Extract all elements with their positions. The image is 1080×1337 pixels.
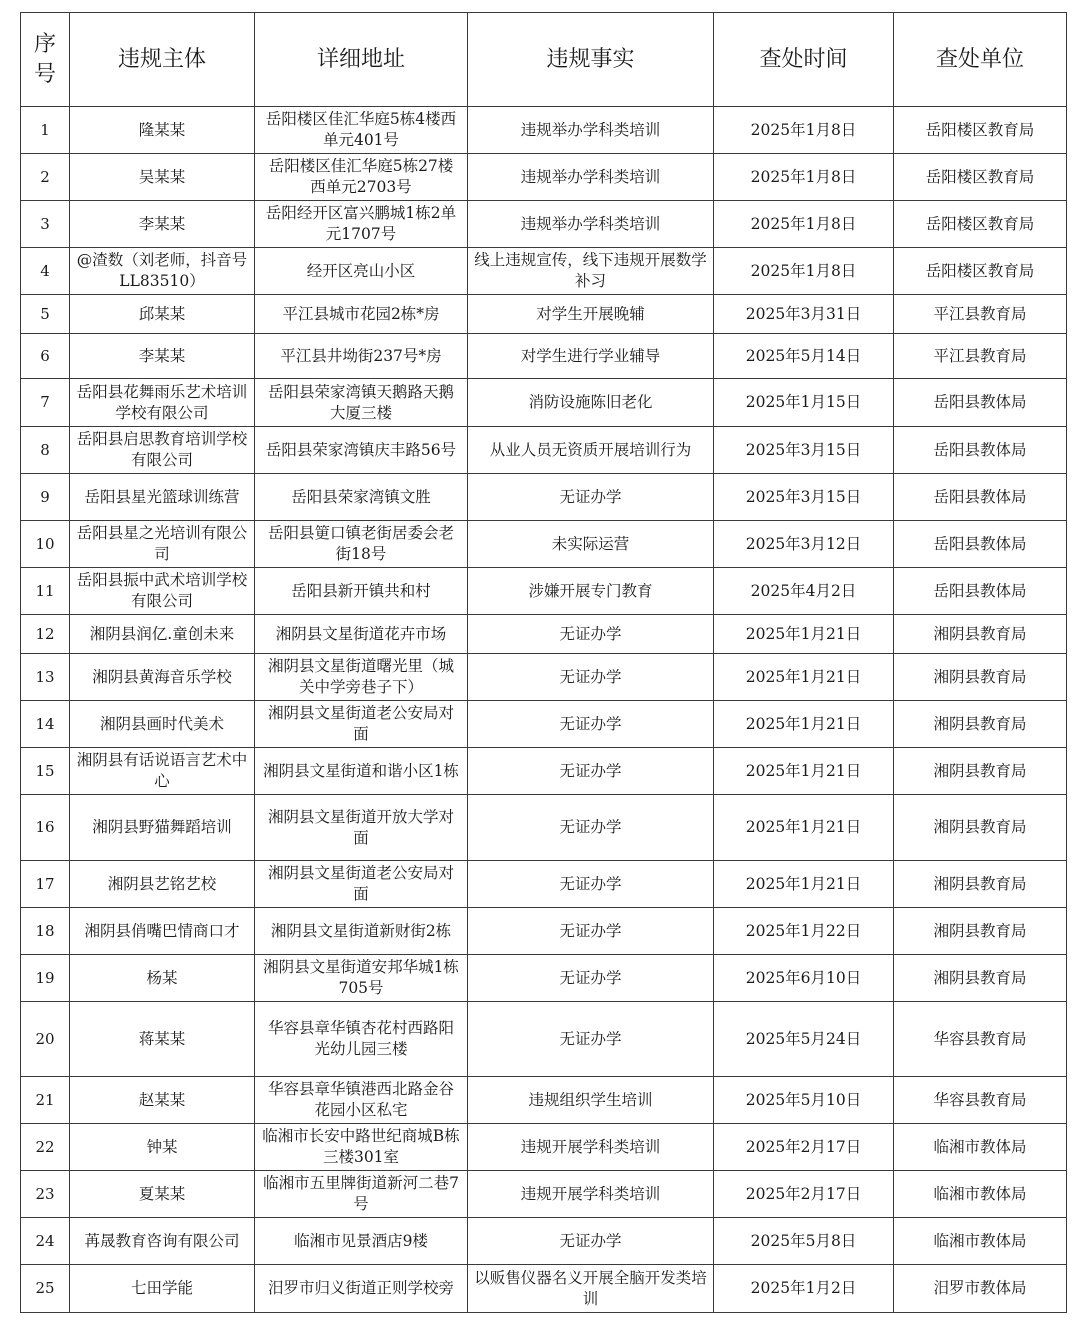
- seq-cell: 12: [21, 615, 70, 654]
- unit-cell: 岳阳楼区教育局: [894, 154, 1067, 201]
- unit-cell: 岳阳楼区教育局: [894, 201, 1067, 248]
- time-cell: 2025年5月8日: [714, 1218, 894, 1265]
- seq-cell: 15: [21, 748, 70, 795]
- table-row: [21, 474, 1067, 521]
- subject-cell: 岳阳县振中武术培训学校有限公司: [70, 568, 255, 615]
- seq-cell: 5: [21, 295, 70, 334]
- seq-cell: 8: [21, 427, 70, 474]
- seq-cell: 9: [21, 474, 70, 521]
- fact-cell: 违规举办学科类培训: [468, 154, 714, 201]
- fact-cell: 无证办学: [468, 795, 714, 861]
- subject-cell: 岳阳县启思教育培训学校有限公司: [70, 427, 255, 474]
- subject-cell: 湘阴县画时代美术: [70, 701, 255, 748]
- table-row: [21, 654, 1067, 701]
- subject-cell: 隆某某: [70, 107, 255, 154]
- fact-cell: 无证办学: [468, 748, 714, 795]
- fact-cell: 违规举办学科类培训: [468, 107, 714, 154]
- time-cell: 2025年1月15日: [714, 379, 894, 427]
- subject-cell: 邱某某: [70, 295, 255, 334]
- fact-cell: 无证办学: [468, 615, 714, 654]
- subject-cell: 岳阳县星之光培训有限公司: [70, 521, 255, 568]
- seq-cell: 16: [21, 795, 70, 861]
- fact-cell: 无证办学: [468, 654, 714, 701]
- header-fact: 违规事实: [468, 13, 714, 107]
- table-row: [21, 955, 1067, 1002]
- address-cell: 岳阳县荣家湾镇天鹅路天鹅大厦三楼: [255, 379, 468, 427]
- seq-cell: 25: [21, 1265, 70, 1313]
- unit-cell: 湘阴县教育局: [894, 795, 1067, 861]
- unit-cell: 华容县教育局: [894, 1077, 1067, 1124]
- table-row: [21, 795, 1067, 861]
- seq-cell: 14: [21, 701, 70, 748]
- time-cell: 2025年3月12日: [714, 521, 894, 568]
- subject-cell: 吴某某: [70, 154, 255, 201]
- seq-cell: 2: [21, 154, 70, 201]
- unit-cell: 湘阴县教育局: [894, 861, 1067, 908]
- seq-cell: 24: [21, 1218, 70, 1265]
- subject-cell: 湘阴县艺铭艺校: [70, 861, 255, 908]
- unit-cell: 华容县教育局: [894, 1002, 1067, 1077]
- table-row: [21, 107, 1067, 154]
- table-row: [21, 615, 1067, 654]
- seq-cell: 6: [21, 334, 70, 379]
- seq-cell: 1: [21, 107, 70, 154]
- address-cell: 临湘市见景酒店9楼: [255, 1218, 468, 1265]
- subject-cell: 岳阳县星光篮球训练营: [70, 474, 255, 521]
- fact-cell: 无证办学: [468, 701, 714, 748]
- unit-cell: 岳阳县教体局: [894, 474, 1067, 521]
- subject-cell: 湘阴县黄海音乐学校: [70, 654, 255, 701]
- subject-cell: 七田学能: [70, 1265, 255, 1313]
- address-cell: 湘阴县文星街道老公安局对面: [255, 701, 468, 748]
- unit-cell: 湘阴县教育局: [894, 908, 1067, 955]
- fact-cell: 无证办学: [468, 1218, 714, 1265]
- table-row: [21, 295, 1067, 334]
- unit-cell: 岳阳楼区教育局: [894, 248, 1067, 295]
- fact-cell: 违规组织学生培训: [468, 1077, 714, 1124]
- time-cell: 2025年1月22日: [714, 908, 894, 955]
- header-subject: 违规主体: [70, 13, 255, 107]
- header-seq: 序号: [21, 13, 70, 107]
- table-row: [21, 427, 1067, 474]
- table-row: [21, 908, 1067, 955]
- address-cell: 岳阳经开区富兴鹏城1栋2单元1707号: [255, 201, 468, 248]
- subject-cell: @渣数（刘老师，抖音号LL83510）: [70, 248, 255, 295]
- fact-cell: 无证办学: [468, 474, 714, 521]
- unit-cell: 岳阳县教体局: [894, 568, 1067, 615]
- time-cell: 2025年2月17日: [714, 1171, 894, 1218]
- subject-cell: 湘阴县野猫舞蹈培训: [70, 795, 255, 861]
- seq-cell: 23: [21, 1171, 70, 1218]
- time-cell: 2025年2月17日: [714, 1124, 894, 1171]
- address-cell: 华容县章华镇杏花村西路阳光幼儿园三楼: [255, 1002, 468, 1077]
- seq-cell: 3: [21, 201, 70, 248]
- table-row: [21, 379, 1067, 427]
- table-row: [21, 748, 1067, 795]
- table-row: [21, 1218, 1067, 1265]
- address-cell: 湘阴县文星街道和谐小区1栋: [255, 748, 468, 795]
- address-cell: 岳阳县新开镇共和村: [255, 568, 468, 615]
- fact-cell: 无证办学: [468, 955, 714, 1002]
- fact-cell: 无证办学: [468, 861, 714, 908]
- unit-cell: 临湘市教体局: [894, 1218, 1067, 1265]
- unit-cell: 湘阴县教育局: [894, 955, 1067, 1002]
- header-unit: 查处单位: [894, 13, 1067, 107]
- address-cell: 临湘市长安中路世纪商城B栋三楼301室: [255, 1124, 468, 1171]
- subject-cell: 岳阳县花舞雨乐艺术培训学校有限公司: [70, 379, 255, 427]
- subject-cell: 李某某: [70, 201, 255, 248]
- time-cell: 2025年1月21日: [714, 654, 894, 701]
- unit-cell: 岳阳县教体局: [894, 427, 1067, 474]
- table-row: [21, 568, 1067, 615]
- time-cell: 2025年3月31日: [714, 295, 894, 334]
- seq-cell: 13: [21, 654, 70, 701]
- subject-cell: 蒋某某: [70, 1002, 255, 1077]
- time-cell: 2025年5月24日: [714, 1002, 894, 1077]
- address-cell: 平江县城市花园2栋*房: [255, 295, 468, 334]
- address-cell: 湘阴县文星街道开放大学对面: [255, 795, 468, 861]
- unit-cell: 岳阳楼区教育局: [894, 107, 1067, 154]
- subject-cell: 苒晟教育咨询有限公司: [70, 1218, 255, 1265]
- address-cell: 临湘市五里牌街道新河二巷7号: [255, 1171, 468, 1218]
- time-cell: 2025年6月10日: [714, 955, 894, 1002]
- fact-cell: 无证办学: [468, 908, 714, 955]
- address-cell: 湘阴县文星街道花卉市场: [255, 615, 468, 654]
- time-cell: 2025年1月8日: [714, 154, 894, 201]
- fact-cell: 涉嫌开展专门教育: [468, 568, 714, 615]
- unit-cell: 汨罗市教体局: [894, 1265, 1067, 1313]
- header-address: 详细地址: [255, 13, 468, 107]
- seq-cell: 7: [21, 379, 70, 427]
- table-row: [21, 1124, 1067, 1171]
- fact-cell: 对学生开展晚辅: [468, 295, 714, 334]
- seq-cell: 4: [21, 248, 70, 295]
- fact-cell: 对学生进行学业辅导: [468, 334, 714, 379]
- time-cell: 2025年3月15日: [714, 474, 894, 521]
- address-cell: 岳阳县筻口镇老街居委会老街18号: [255, 521, 468, 568]
- unit-cell: 临湘市教体局: [894, 1171, 1067, 1218]
- address-cell: 汨罗市归义街道正则学校旁: [255, 1265, 468, 1313]
- address-cell: 岳阳县荣家湾镇文胜: [255, 474, 468, 521]
- time-cell: 2025年3月15日: [714, 427, 894, 474]
- time-cell: 2025年1月21日: [714, 795, 894, 861]
- fact-cell: 违规举办学科类培训: [468, 201, 714, 248]
- fact-cell: 违规开展学科类培训: [468, 1124, 714, 1171]
- fact-cell: 未实际运营: [468, 521, 714, 568]
- seq-cell: 19: [21, 955, 70, 1002]
- fact-cell: 从业人员无资质开展培训行为: [468, 427, 714, 474]
- time-cell: 2025年4月2日: [714, 568, 894, 615]
- table-row: [21, 1171, 1067, 1218]
- time-cell: 2025年1月21日: [714, 748, 894, 795]
- address-cell: 平江县井坳街237号*房: [255, 334, 468, 379]
- address-cell: 岳阳县荣家湾镇庆丰路56号: [255, 427, 468, 474]
- address-cell: 湘阴县文星街道曙光里（城关中学旁巷子下）: [255, 654, 468, 701]
- fact-cell: 违规开展学科类培训: [468, 1171, 714, 1218]
- table-body: [21, 107, 1067, 1313]
- table-row: [21, 861, 1067, 908]
- address-cell: 湘阴县文星街道老公安局对面: [255, 861, 468, 908]
- fact-cell: 线上违规宣传，线下违规开展数学补习: [468, 248, 714, 295]
- time-cell: 2025年1月21日: [714, 861, 894, 908]
- subject-cell: 钟某: [70, 1124, 255, 1171]
- address-cell: 岳阳楼区佳汇华庭5栋27楼西单元2703号: [255, 154, 468, 201]
- table-row: [21, 1265, 1067, 1313]
- time-cell: 2025年1月21日: [714, 615, 894, 654]
- time-cell: 2025年1月2日: [714, 1265, 894, 1313]
- table-row: [21, 701, 1067, 748]
- table-row: [21, 521, 1067, 568]
- unit-cell: 岳阳县教体局: [894, 379, 1067, 427]
- table-row: [21, 1002, 1067, 1077]
- violations-table: [20, 12, 1067, 1313]
- unit-cell: 湘阴县教育局: [894, 615, 1067, 654]
- header-time: 查处时间: [714, 13, 894, 107]
- seq-cell: 21: [21, 1077, 70, 1124]
- seq-cell: 22: [21, 1124, 70, 1171]
- time-cell: 2025年5月14日: [714, 334, 894, 379]
- subject-cell: 夏某某: [70, 1171, 255, 1218]
- seq-cell: 17: [21, 861, 70, 908]
- address-cell: 湘阴县文星街道新财街2栋: [255, 908, 468, 955]
- table-row: [21, 201, 1067, 248]
- subject-cell: 湘阴县俏嘴巴情商口才: [70, 908, 255, 955]
- time-cell: 2025年5月10日: [714, 1077, 894, 1124]
- header-row: [21, 13, 1067, 107]
- unit-cell: 湘阴县教育局: [894, 701, 1067, 748]
- table-row: [21, 334, 1067, 379]
- subject-cell: 李某某: [70, 334, 255, 379]
- table-row: [21, 248, 1067, 295]
- time-cell: 2025年1月8日: [714, 201, 894, 248]
- time-cell: 2025年1月8日: [714, 248, 894, 295]
- unit-cell: 湘阴县教育局: [894, 748, 1067, 795]
- subject-cell: 赵某某: [70, 1077, 255, 1124]
- subject-cell: 湘阴县有话说语言艺术中心: [70, 748, 255, 795]
- unit-cell: 岳阳县教体局: [894, 521, 1067, 568]
- address-cell: 经开区亮山小区: [255, 248, 468, 295]
- address-cell: 华容县章华镇港西北路金谷花园小区私宅: [255, 1077, 468, 1124]
- unit-cell: 湘阴县教育局: [894, 654, 1067, 701]
- fact-cell: 无证办学: [468, 1002, 714, 1077]
- unit-cell: 平江县教育局: [894, 295, 1067, 334]
- seq-cell: 10: [21, 521, 70, 568]
- table-row: [21, 1077, 1067, 1124]
- address-cell: 湘阴县文星街道安邦华城1栋705号: [255, 955, 468, 1002]
- subject-cell: 杨某: [70, 955, 255, 1002]
- seq-cell: 18: [21, 908, 70, 955]
- unit-cell: 临湘市教体局: [894, 1124, 1067, 1171]
- subject-cell: 湘阴县润亿.童创未来: [70, 615, 255, 654]
- seq-cell: 20: [21, 1002, 70, 1077]
- table-row: [21, 154, 1067, 201]
- time-cell: 2025年1月8日: [714, 107, 894, 154]
- address-cell: 岳阳楼区佳汇华庭5栋4楼西单元401号: [255, 107, 468, 154]
- fact-cell: 以贩售仪器名义开展全脑开发类培训: [468, 1265, 714, 1313]
- time-cell: 2025年1月21日: [714, 701, 894, 748]
- unit-cell: 平江县教育局: [894, 334, 1067, 379]
- fact-cell: 消防设施陈旧老化: [468, 379, 714, 427]
- seq-cell: 11: [21, 568, 70, 615]
